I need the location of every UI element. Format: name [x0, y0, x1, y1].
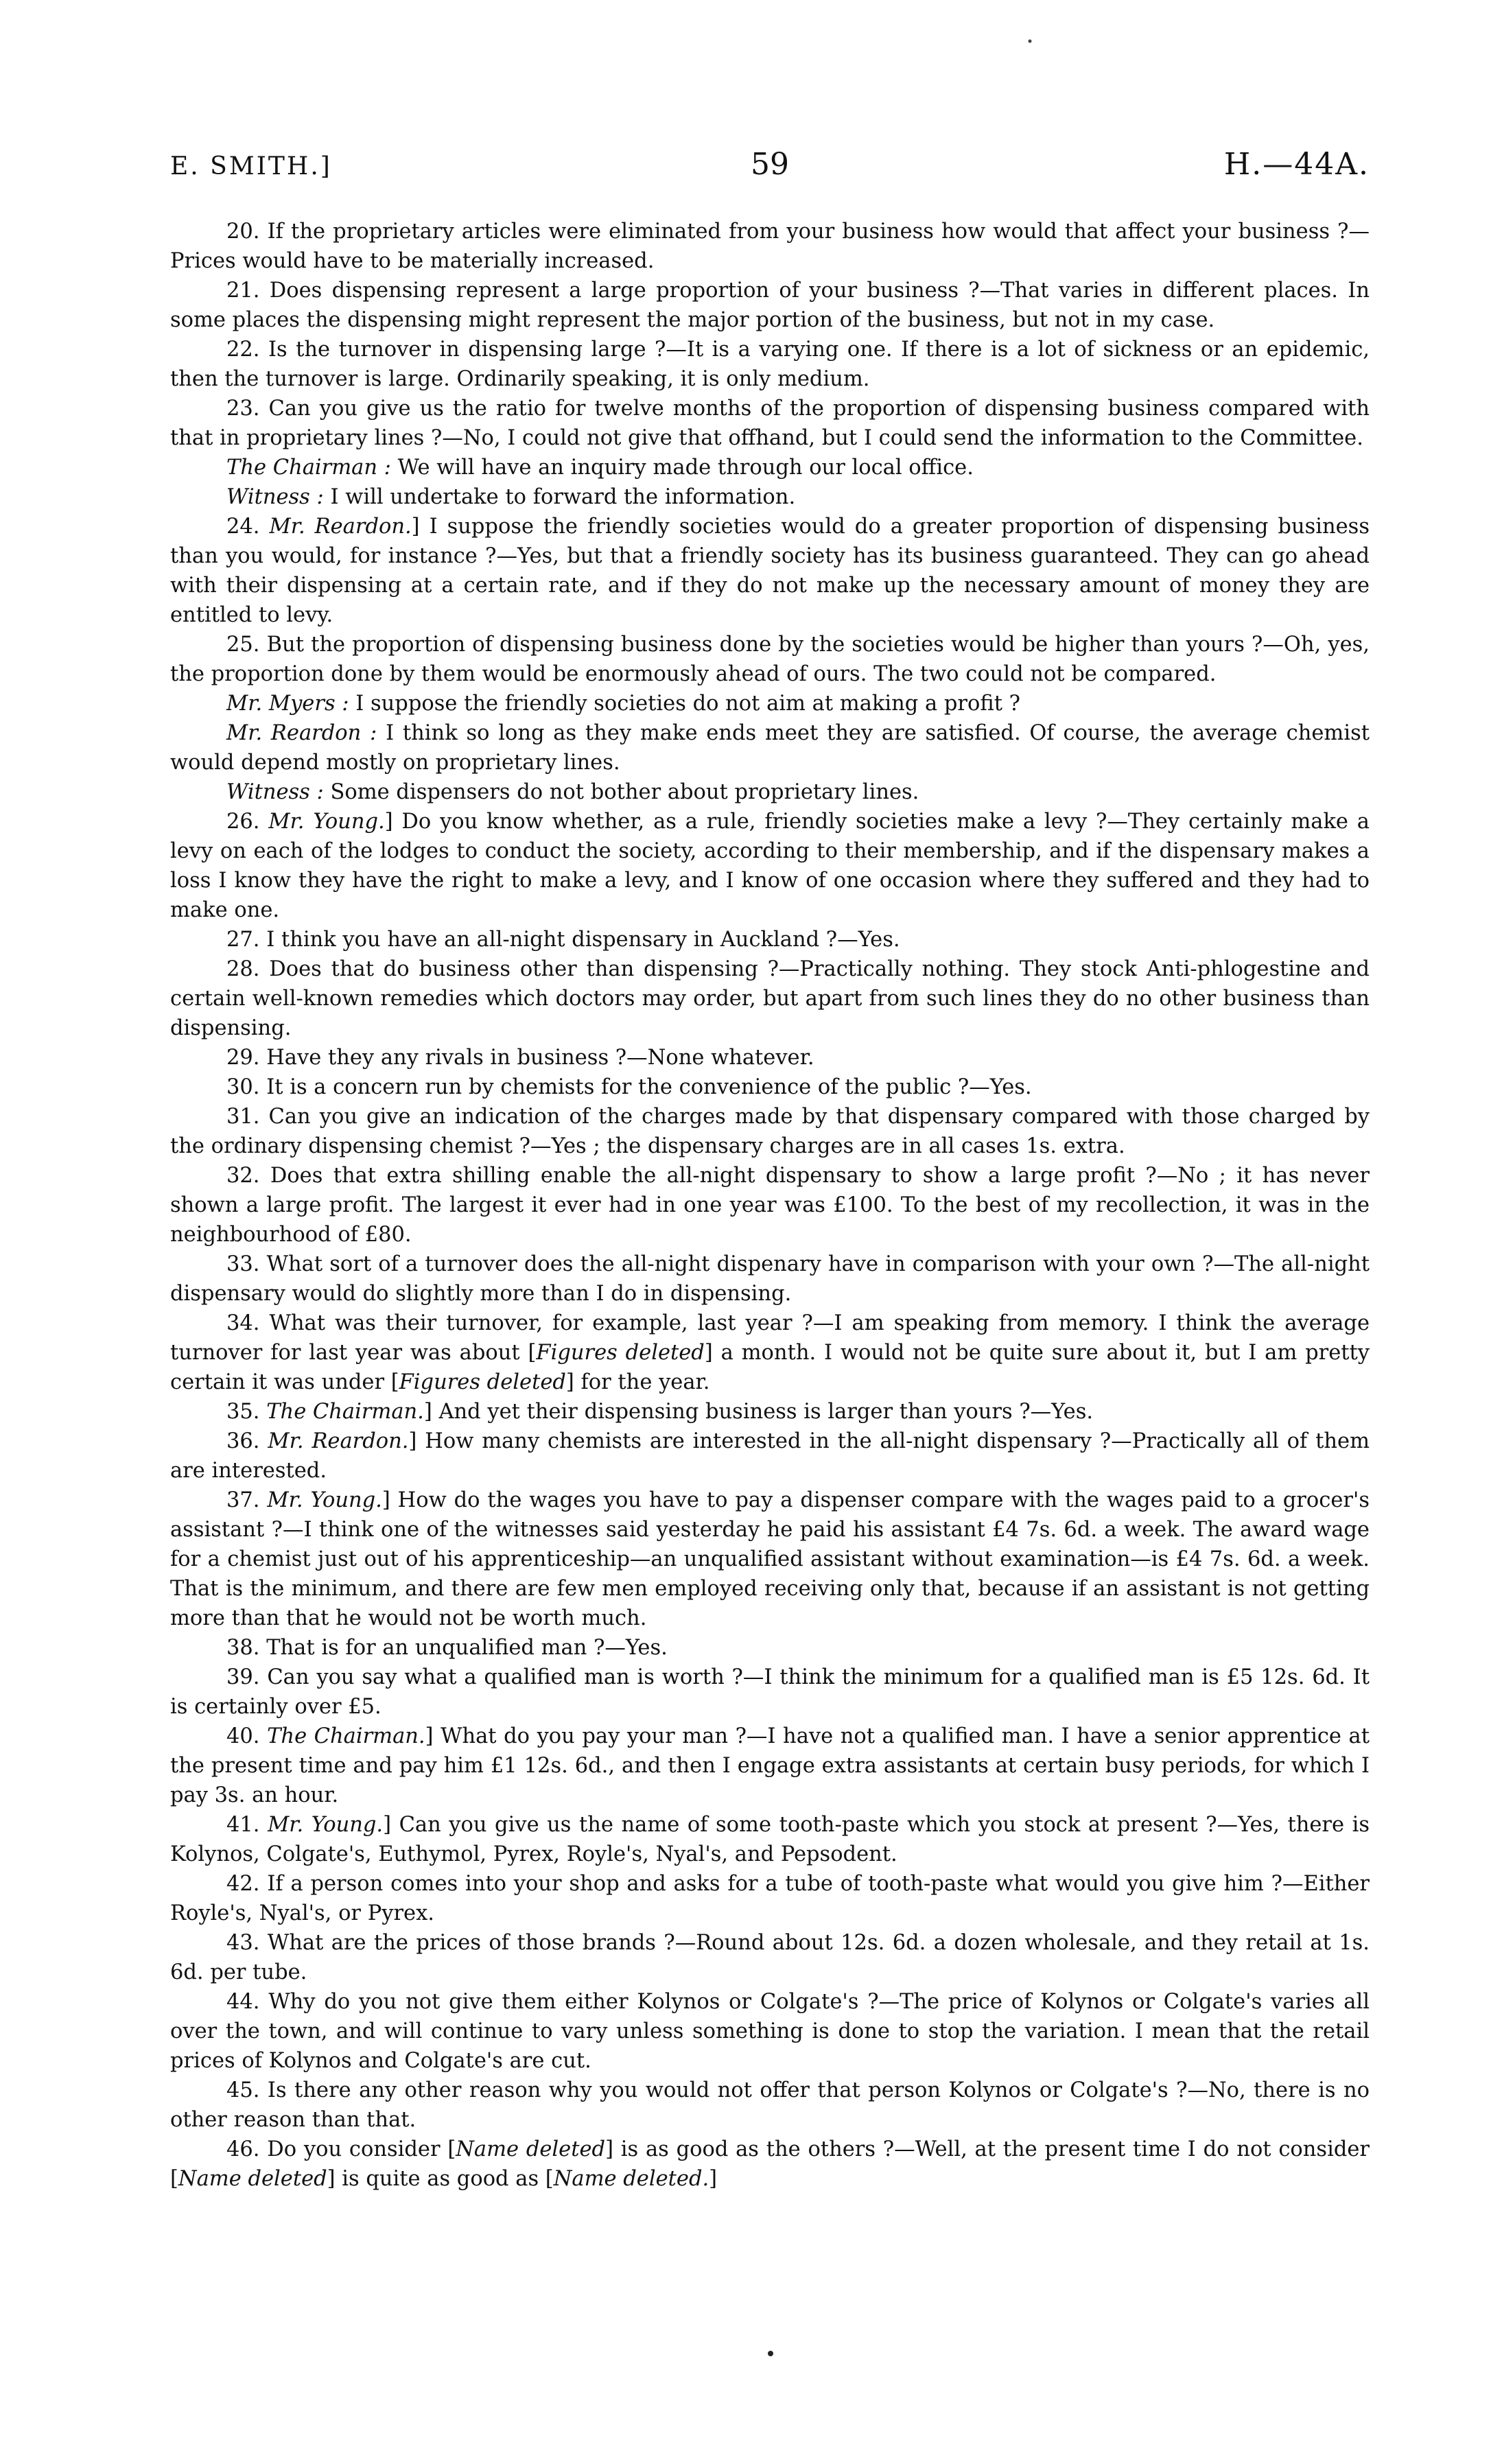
- speaker-label: Mr. Young.: [267, 1488, 382, 1512]
- print-speck-top: [1027, 38, 1033, 44]
- redaction-note: Figures deleted: [536, 1341, 705, 1365]
- paragraph-q36: 36. Mr. Reardon.] How many chemists are interested in the all-night dispensary ?—Practically all of them are interested.: [170, 1429, 1370, 1483]
- paragraph-q40: 40. The Chairman.] What do you pay your man ?—I have not a qualified man. I have a senior apprentice at the present time and pay him £1 12s. 6d., and then I engage extra assistants at certain busy periods, for which I pay 3s. an hour.: [170, 1724, 1370, 1807]
- paragraph-q35: 35. The Chairman.] And yet their dispensing business is larger than yours ?—Yes.: [226, 1400, 1094, 1424]
- paragraph-q34: 34. What was their turnover, for example, last year ?—I am speaking from memory. I think the average turnover for last year was about [Figures deleted] a month. I would not be quite sure about it, but I am pretty certain it was under [Figures deleted] for the year.: [170, 1311, 1370, 1394]
- paragraph-q41: 41. Mr. Young.] Can you give us the name of some tooth-paste which you stock at present ?—Yes, there is Kolynos, Colgate's, Euthymol, Pyrex, Royle's, Nyal's, and Pepsodent.: [170, 1813, 1370, 1866]
- speaker-label: Mr. Young.: [268, 1813, 384, 1837]
- paragraph-q37: 37. Mr. Young.] How do the wages you have to pay a dispenser compare with the wages paid to a grocer's assistant ?—I think one of the witnesses said yesterday he paid his assistant £4 7s. 6d. a week. The award wage for a chemist just out of his apprenticeship—an unqualified assistant without examination—is £4 7s. 6d. a week. That is the minimum, and there are few men employed receiving only that, because if an assistant is not getting more than that he would not be worth much.: [170, 1488, 1370, 1630]
- document-reference: H.—44A.: [1223, 147, 1370, 182]
- speaker-label: The Chairman :: [226, 456, 391, 480]
- redaction-note: Figures deleted: [399, 1370, 566, 1394]
- redaction-note: Name deleted: [178, 2167, 327, 2191]
- paragraph-q46: 46. Do you consider [Name deleted] is as good as the others ?—Well, at the present time I do not consider [Name deleted] is quite as good as [Name deleted.]: [170, 2137, 1370, 2191]
- paragraph-q32: 32. Does that extra shilling enable the all-night dispensary to show a large profit ?—No ; it has never shown a large profit. The largest it ever had in one year was £100. To the best of my recollection, it was in the neighbourhood of £80.: [170, 1164, 1370, 1247]
- paragraph-q27: 27. I think you have an all-night dispensary in Auckland ?—Yes.: [226, 928, 900, 952]
- paragraph-q30: 30. It is a concern run by chemists for the convenience of the public ?—Yes.: [226, 1075, 1032, 1099]
- paragraph-q39: 39. Can you say what a qualified man is worth ?—I think the minimum for a qualified man is £5 12s. 6d. It is certainly over £5.: [170, 1665, 1370, 1719]
- paragraph-q42: 42. If a person comes into your shop and asks for a tube of tooth-paste what would you give him ?—Either Royle's, Nyal's, or Pyrex.: [170, 1872, 1370, 1925]
- page-number: 59: [751, 147, 789, 182]
- paragraph-reardon-remark: Mr. Reardon : I think so long as they make ends meet they are satisfied. Of course, the average chemist would depend mostly on proprietary lines.: [170, 721, 1370, 775]
- speaker-label: The Chairman.: [267, 1724, 425, 1748]
- paragraph-q33: 33. What sort of a turnover does the all-night dispenary have in comparison with your own ?—The all-night dispensary would do slightly more than I do in dispensing.: [170, 1252, 1370, 1306]
- paragraph-witness-remark: Witness : I will undertake to forward the information.: [226, 485, 796, 509]
- paragraph-q44: 44. Why do you not give them either Kolynos or Colgate's ?—The price of Kolynos or Colgate's varies all over the town, and will continue to vary unless something is done to stop the variation. I mean that the retail prices of Kolynos and Colgate's are cut.: [170, 1990, 1370, 2073]
- redaction-note: Name deleted.: [553, 2167, 709, 2191]
- paragraph-myers-remark: Mr. Myers : I suppose the friendly societies do not aim at making a profit ?: [226, 692, 1021, 716]
- paragraph-q24: 24. Mr. Reardon.] I suppose the friendly societies would do a greater proportion of dispensing business than you would, for instance ?—Yes, but that a friendly society has its business guaranteed. They can go ahead with their dispensing at a certain rate, and if they do not make up the necessary amount of money they are entitled to levy.: [170, 515, 1370, 627]
- transcript-body: [170, 217, 1370, 2194]
- paragraph-q20: 20. If the proprietary articles were eliminated from your business how would that affect your business ?—Prices would have to be materially increased.: [170, 220, 1370, 273]
- paragraph-chairman-remark: The Chairman : We will have an inquiry made through our local office.: [226, 456, 974, 480]
- speaker-label: Mr. Reardon :: [226, 721, 377, 745]
- paragraph-q29: 29. Have they any rivals in business ?—None whatever.: [226, 1046, 814, 1070]
- witness-name: E. SMITH.]: [170, 152, 332, 180]
- redaction-note: Name deleted: [456, 2137, 606, 2161]
- paragraph-q22: 22. Is the turnover in dispensing large ?—It is a varying one. If there is a lot of sickness or an epidemic, then the turnover is large. Ordinarily speaking, it is only medium.: [170, 338, 1370, 391]
- paragraph-q38: 38. That is for an unqualified man ?—Yes.: [226, 1636, 668, 1660]
- speaker-label: Mr. Reardon.: [268, 1429, 409, 1453]
- paragraph-witness-remark-2: Witness : Some dispensers do not bother about proprietary lines.: [226, 780, 919, 804]
- paragraph-q45: 45. Is there any other reason why you would not offer that person Kolynos or Colgate's ?—No, there is no other reason than that.: [170, 2078, 1370, 2132]
- speaker-label: Mr. Young.: [268, 810, 385, 834]
- paragraph-q26: 26. Mr. Young.] Do you know whether, as a rule, friendly societies make a levy ?—They certainly make a levy on each of the lodges to conduct the society, according to their membership, and if the dispensary makes a loss I know they have the right to make a levy, and I know of one occasion where they suffered and they had to make one.: [170, 810, 1370, 922]
- page-header: [170, 147, 1370, 188]
- paragraph-q21: 21. Does dispensing represent a large proportion of your business ?—That varies in different places. In some places the dispensing might represent the major portion of the business, but not in my case.: [170, 279, 1370, 332]
- speaker-label: Mr. Myers :: [226, 692, 349, 716]
- paragraph-q23: 23. Can you give us the ratio for twelve months of the proportion of dispensing business compared with that in proprietary lines ?—No, I could not give that offhand, but I could send the information to the Committee.: [170, 397, 1370, 450]
- speaker-label: Witness :: [226, 485, 324, 509]
- speaker-label: Mr. Reardon.: [269, 515, 412, 539]
- print-speck-bottom: [766, 2349, 775, 2358]
- paragraph-q28: 28. Does that do business other than dispensing ?—Practically nothing. They stock Anti-phlogestine and certain well-known remedies which doctors may order, but apart from such lines they do no other business than dispensing.: [170, 957, 1370, 1040]
- speaker-label: The Chairman.: [266, 1400, 424, 1424]
- paragraph-q25: 25. But the proportion of dispensing business done by the societies would be higher than yours ?—Oh, yes, the proportion done by them would be enormously ahead of ours. The two could not be compared.: [170, 633, 1370, 686]
- paragraph-q31: 31. Can you give an indication of the charges made by that dispensary compared with those charged by the ordinary dispensing chemist ?—Yes ; the dispensary charges are in all cases 1s. extra.: [170, 1105, 1370, 1158]
- paragraph-q43: 43. What are the prices of those brands ?—Round about 12s. 6d. a dozen wholesale, and they retail at 1s. 6d. per tube.: [170, 1931, 1370, 1984]
- speaker-label: Witness :: [226, 780, 324, 804]
